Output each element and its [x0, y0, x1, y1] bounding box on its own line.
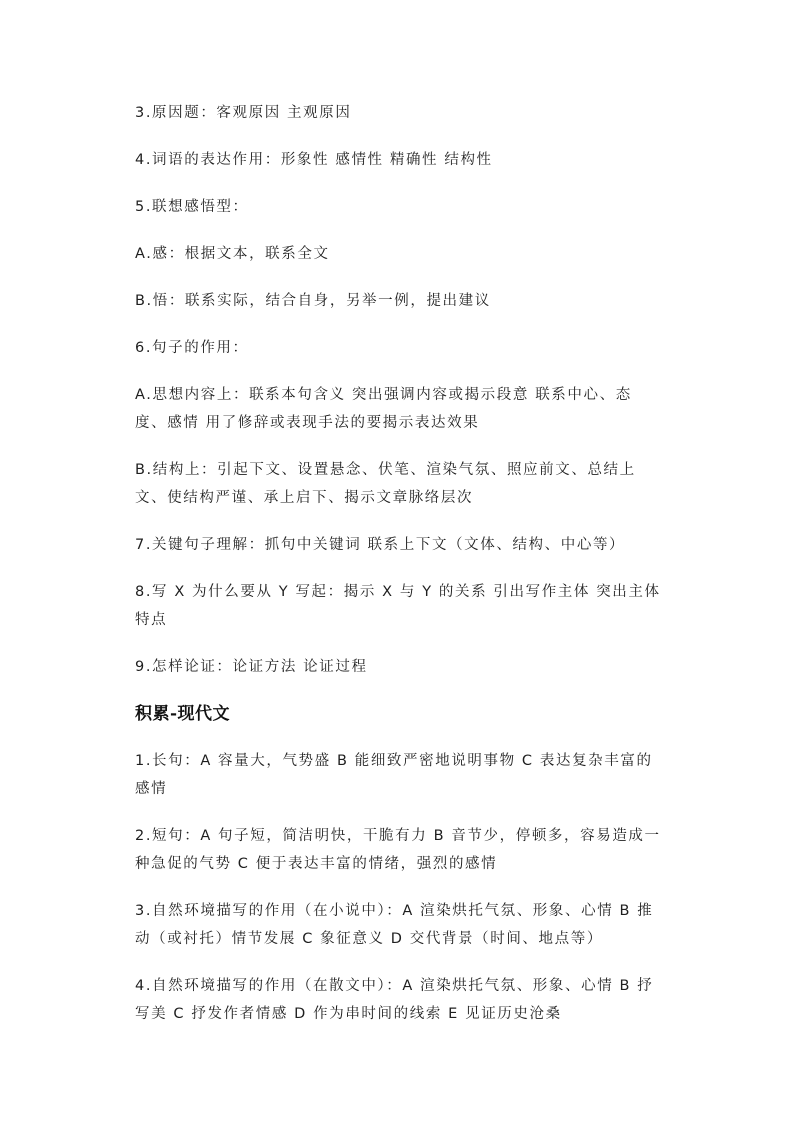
item-association-a: A.感：根据文本，联系全文	[135, 246, 330, 262]
item-short-sentence: 2.短句：A 句子短，简洁明快，干脆有力 B 音节少，停顿多，容易造成一种急促的气势 C 便于表达丰富的情绪，强烈的感情	[135, 828, 661, 872]
item-why-write-x-from-y: 8.写 X 为什么要从 Y 写起：揭示 X 与 Y 的关系 引出写作主体 突出主体特点	[135, 584, 661, 628]
section-heading-modern-text: 积累-现代文	[135, 704, 231, 724]
item-environment-in-novel: 3.自然环境描写的作用（在小说中）：A 渲染烘托气氛、形象、心情 B 推动（或衬托）情节发展 C 象征意义 D 交代背景（时间、地点等）	[135, 903, 654, 947]
item-sentence-function: 6.句子的作用：	[135, 340, 249, 356]
item-word-expression-effect: 4.词语的表达作用：形象性 感情性 精确性 结构性	[135, 152, 493, 168]
item-association-b: B.悟：联系实际，结合自身，另举一例，提出建议	[135, 293, 491, 309]
item-association-insight-type: 5.联想感悟型：	[135, 199, 249, 215]
document-content	[135, 99, 663, 1047]
item-sentence-function-structure: B.结构上：引起下文、设置悬念、伏笔、渲染气氛、照应前文、总结上文、使结构严谨、承上启下、揭示文章脉络层次	[135, 462, 636, 506]
item-sentence-function-content: A.思想内容上：联系本句含义 突出强调内容或揭示段意 联系中心、态度、感情 用了修辞或表现手法的要揭示表达效果	[135, 387, 632, 431]
item-key-sentence-understanding: 7.关键句子理解：抓句中关键词 联系上下文（文体、结构、中心等）	[135, 537, 626, 553]
item-how-to-argue: 9.怎样论证：论证方法 论证过程	[135, 659, 368, 675]
item-environment-in-prose: 4.自然环境描写的作用（在散文中）：A 渲染烘托气氛、形象、心情 B 抒写美 C 抒发作者情感 D 作为串时间的线索 E 见证历史沧桑	[135, 978, 654, 1022]
item-reason-question: 3.原因题：客观原因 主观原因	[135, 105, 352, 121]
item-long-sentence: 1.长句：A 容量大，气势盛 B 能细致严密地说明事物 C 表达复杂丰富的感情	[135, 753, 653, 797]
